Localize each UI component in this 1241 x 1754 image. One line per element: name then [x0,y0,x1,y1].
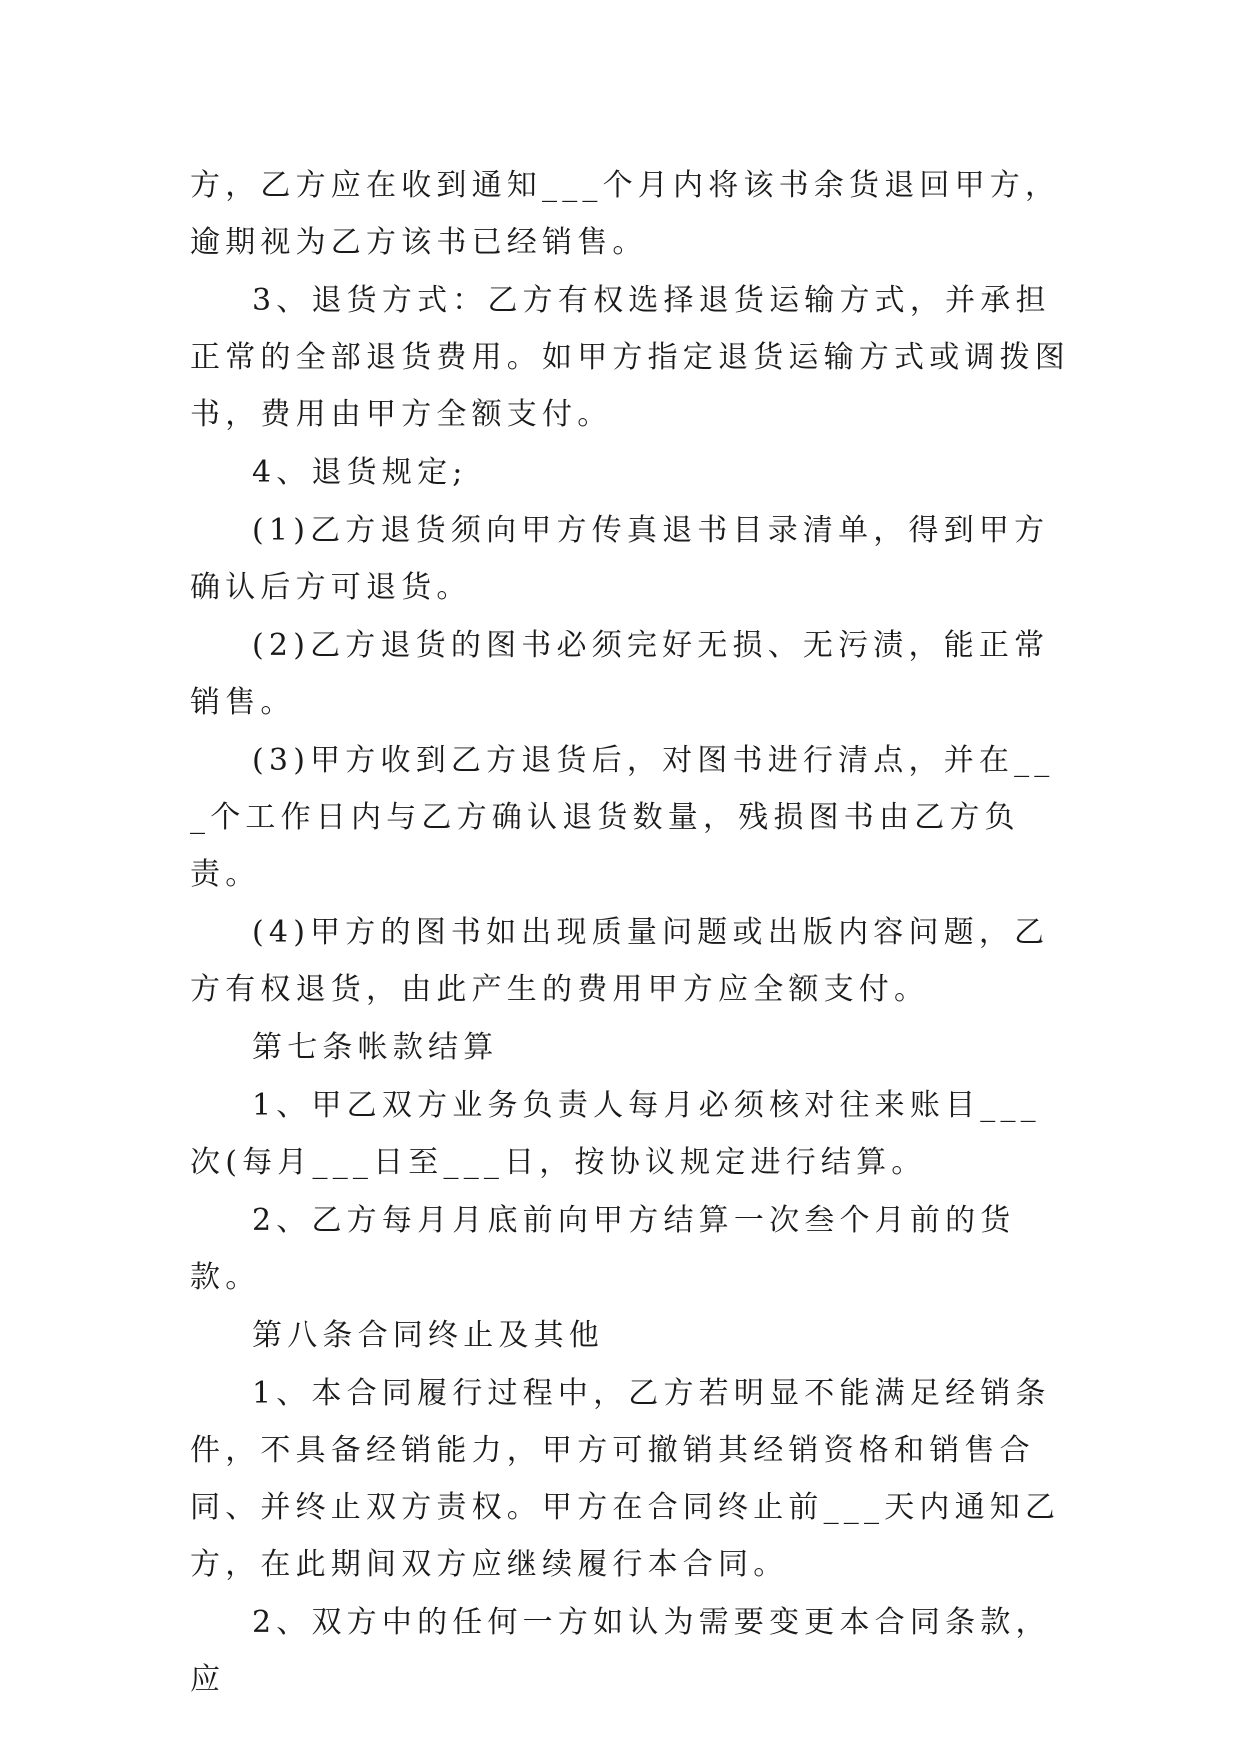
paragraph: 1、甲乙双方业务负责人每月必须核对往来账目___次(每月___日至___日，按协议规定进行结算。 [190,1088,1041,1180]
paragraph: 方，乙方应在收到通知___个月内将该书余货退回甲方，逾期视为乙方该书已经销售。 [190,168,1061,260]
paragraph: (2)乙方退货的图书必须完好无损、无污渍，能正常销售。 [190,628,1050,720]
section-heading: 第八条合同终止及其他 [252,1318,604,1353]
paragraph: (4)甲方的图书如出现质量问题或出版内容问题，乙方有权退货，由此产生的费用甲方应全额支付。 [190,915,1050,1007]
paragraph: (3)甲方收到乙方退货后，对图书进行清点，并在___个工作日内与乙方确认退货数量，残损图书由乙方负责。 [190,743,1055,892]
paragraph: 1、本合同履行过程中，乙方若明显不能满足经销条件，不具备经销能力，甲方可撤销其经销资格和销售合同、并终止双方责权。甲方在合同终止前___天内通知乙方，在此期间双方应继续履行本合同。 [190,1376,1061,1582]
paragraph: 3、退货方式：乙方有权选择退货运输方式，并承担正常的全部退货费用。如甲方指定退货运输方式或调拨图书，费用由甲方全额支付。 [190,283,1070,432]
paragraph: 4、退货规定; [252,455,468,490]
paragraph: 2、双方中的任何一方如认为需要变更本合同条款，应 [190,1605,1051,1697]
document-body [190,157,1070,1709]
paragraph: (1)乙方退货须向甲方传真退书目录清单，得到甲方确认后方可退货。 [190,513,1050,605]
paragraph: 2、乙方每月月底前向甲方结算一次叁个月前的货款。 [190,1203,1016,1295]
section-heading: 第七条帐款结算 [252,1030,499,1065]
